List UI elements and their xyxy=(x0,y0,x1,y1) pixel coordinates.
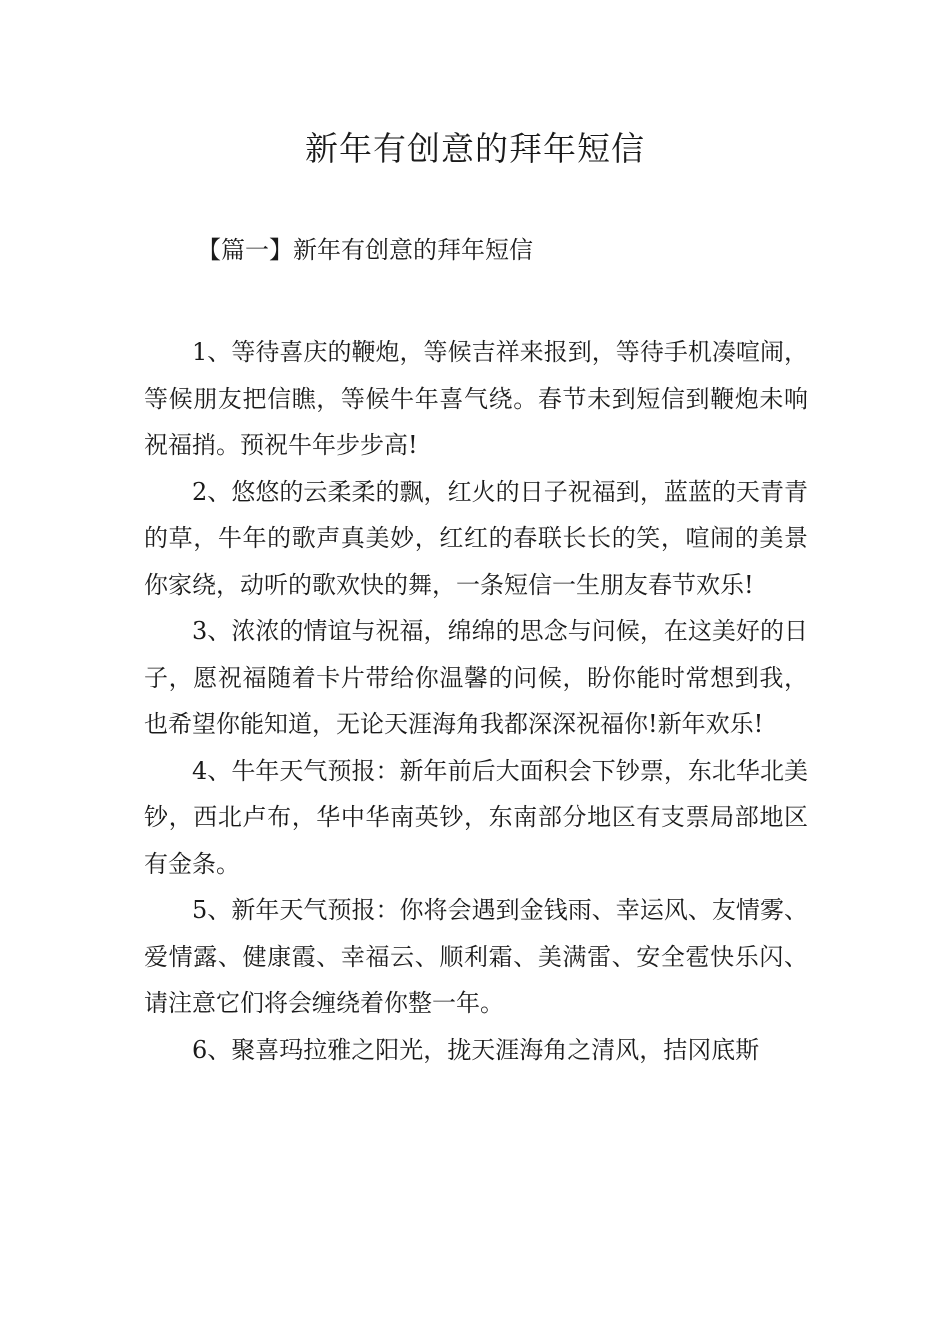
section-heading: 【篇一】新年有创意的拜年短信 xyxy=(197,236,533,264)
paragraph-3: 3、浓浓的情谊与祝福，绵绵的思念与问候，在这美好的日子，愿祝福随着卡片带给你温馨的问候，盼你能时常想到我，也希望你能知道，无论天涯海角我都深深祝福你!新年欢乐! xyxy=(144,617,808,738)
paragraph-4: 4、牛年天气预报：新年前后大面积会下钞票，东北华北美钞，西北卢布，华中华南英钞，东南部分地区有支票局部地区有金条。 xyxy=(144,756,808,878)
paragraph-5: 5、新年天气预报：你将会遇到金钱雨、幸运风、友情雾、爱情露、健康霞、幸福云、顺利霜、美满雷、安全雹快乐闪、请注意它们将会缠绕着你整一年。 xyxy=(144,896,808,1017)
paragraph-2: 2、悠悠的云柔柔的飘，红火的日子祝福到，蓝蓝的天青青的草，牛年的歌声真美妙，红红的春联长长的笑，喧闹的美景你家绕，动听的歌欢快的舞，一条短信一生朋友春节欢乐! xyxy=(144,477,808,599)
paragraph-6: 6、聚喜玛拉雅之阳光，拢天涯海角之清风，拮冈底斯 xyxy=(192,1035,760,1064)
document-title: 新年有创意的拜年短信 xyxy=(305,129,645,168)
document-body xyxy=(144,329,808,1073)
paragraph-1: 1、等待喜庆的鞭炮，等候吉祥来报到，等待手机凑喧闹，等候朋友把信瞧，等候牛年喜气绕。春节未到短信到鞭炮未响祝福捎。预祝牛年步步高! xyxy=(144,338,808,459)
